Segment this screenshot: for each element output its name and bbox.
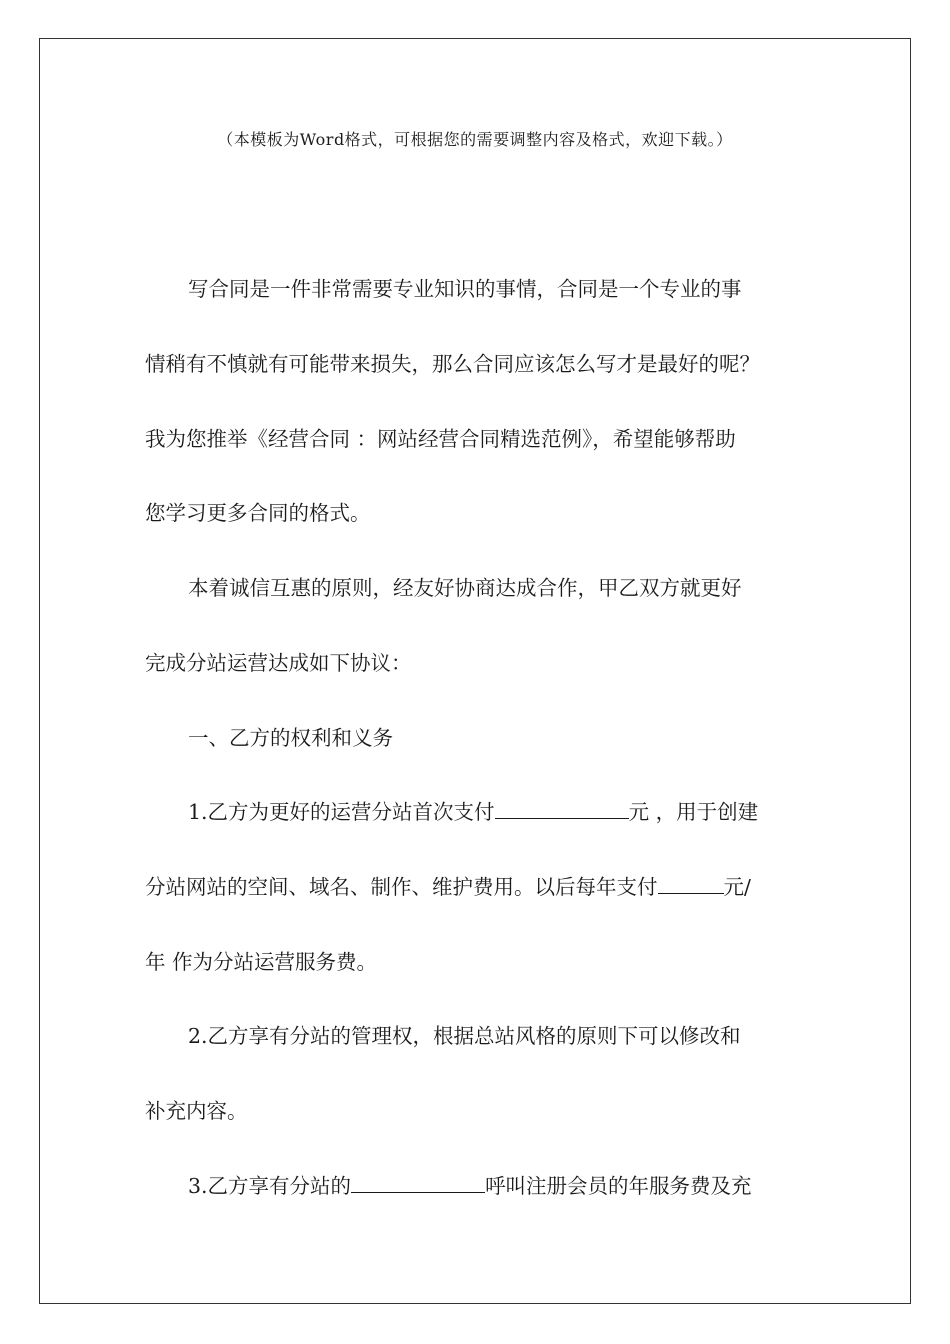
intro-line-4: 您学习更多合同的格式。 (145, 501, 371, 525)
section-heading: 一、乙方的权利和义务 (188, 726, 393, 750)
intro-line-2: 情稍有不慎就有可能带来损失，那么合同应该怎么写才是最好的呢？ (145, 352, 760, 376)
clause-2-line-2: 补充内容。 (145, 1099, 248, 1123)
intro-line-1: 写合同是一件非常需要专业知识的事情，合同是一个专业的事 (188, 277, 742, 301)
intro-line-3: 我为您推举《经营合同 ：网站经营合同精选范例》，希望能够帮助 (145, 427, 736, 451)
clause-1-text-c: 分站网站的空间、域名、制作、维护费用。以后每年支付 (145, 875, 658, 899)
clause-1-line-2 (145, 873, 751, 901)
clause-1-text-a: 1.乙方为更好的运营分站首次支付 (188, 800, 495, 824)
clause-1-text-b: 元 ，用于创建 (628, 800, 759, 824)
clause-1-line-1 (188, 798, 758, 826)
clause-1-line-3: 年 作为分站运营服务费。 (145, 950, 378, 974)
service-blank (351, 1172, 485, 1193)
clause-2-line-1: 2.乙方享有分站的管理权，根据总站风格的原则下可以修改和 (188, 1024, 741, 1048)
clause-3-line-1 (188, 1172, 752, 1200)
clause-1-text-d: 元/ (723, 875, 751, 899)
clause-3-text-a: 3.乙方享有分站的 (188, 1174, 352, 1198)
amount-blank-annual (658, 873, 724, 894)
preamble-line-1: 本着诚信互惠的原则，经友好协商达成合作，甲乙双方就更好 (188, 576, 742, 600)
amount-blank-initial (495, 798, 629, 819)
clause-3-text-b: 呼叫注册会员的年服务费及充 (485, 1174, 752, 1198)
template-note: （本模板为Word格式，可根据您的需要调整内容及格式，欢迎下载。） (217, 130, 733, 149)
preamble-line-2: 完成分站运营达成如下协议： (145, 651, 412, 675)
